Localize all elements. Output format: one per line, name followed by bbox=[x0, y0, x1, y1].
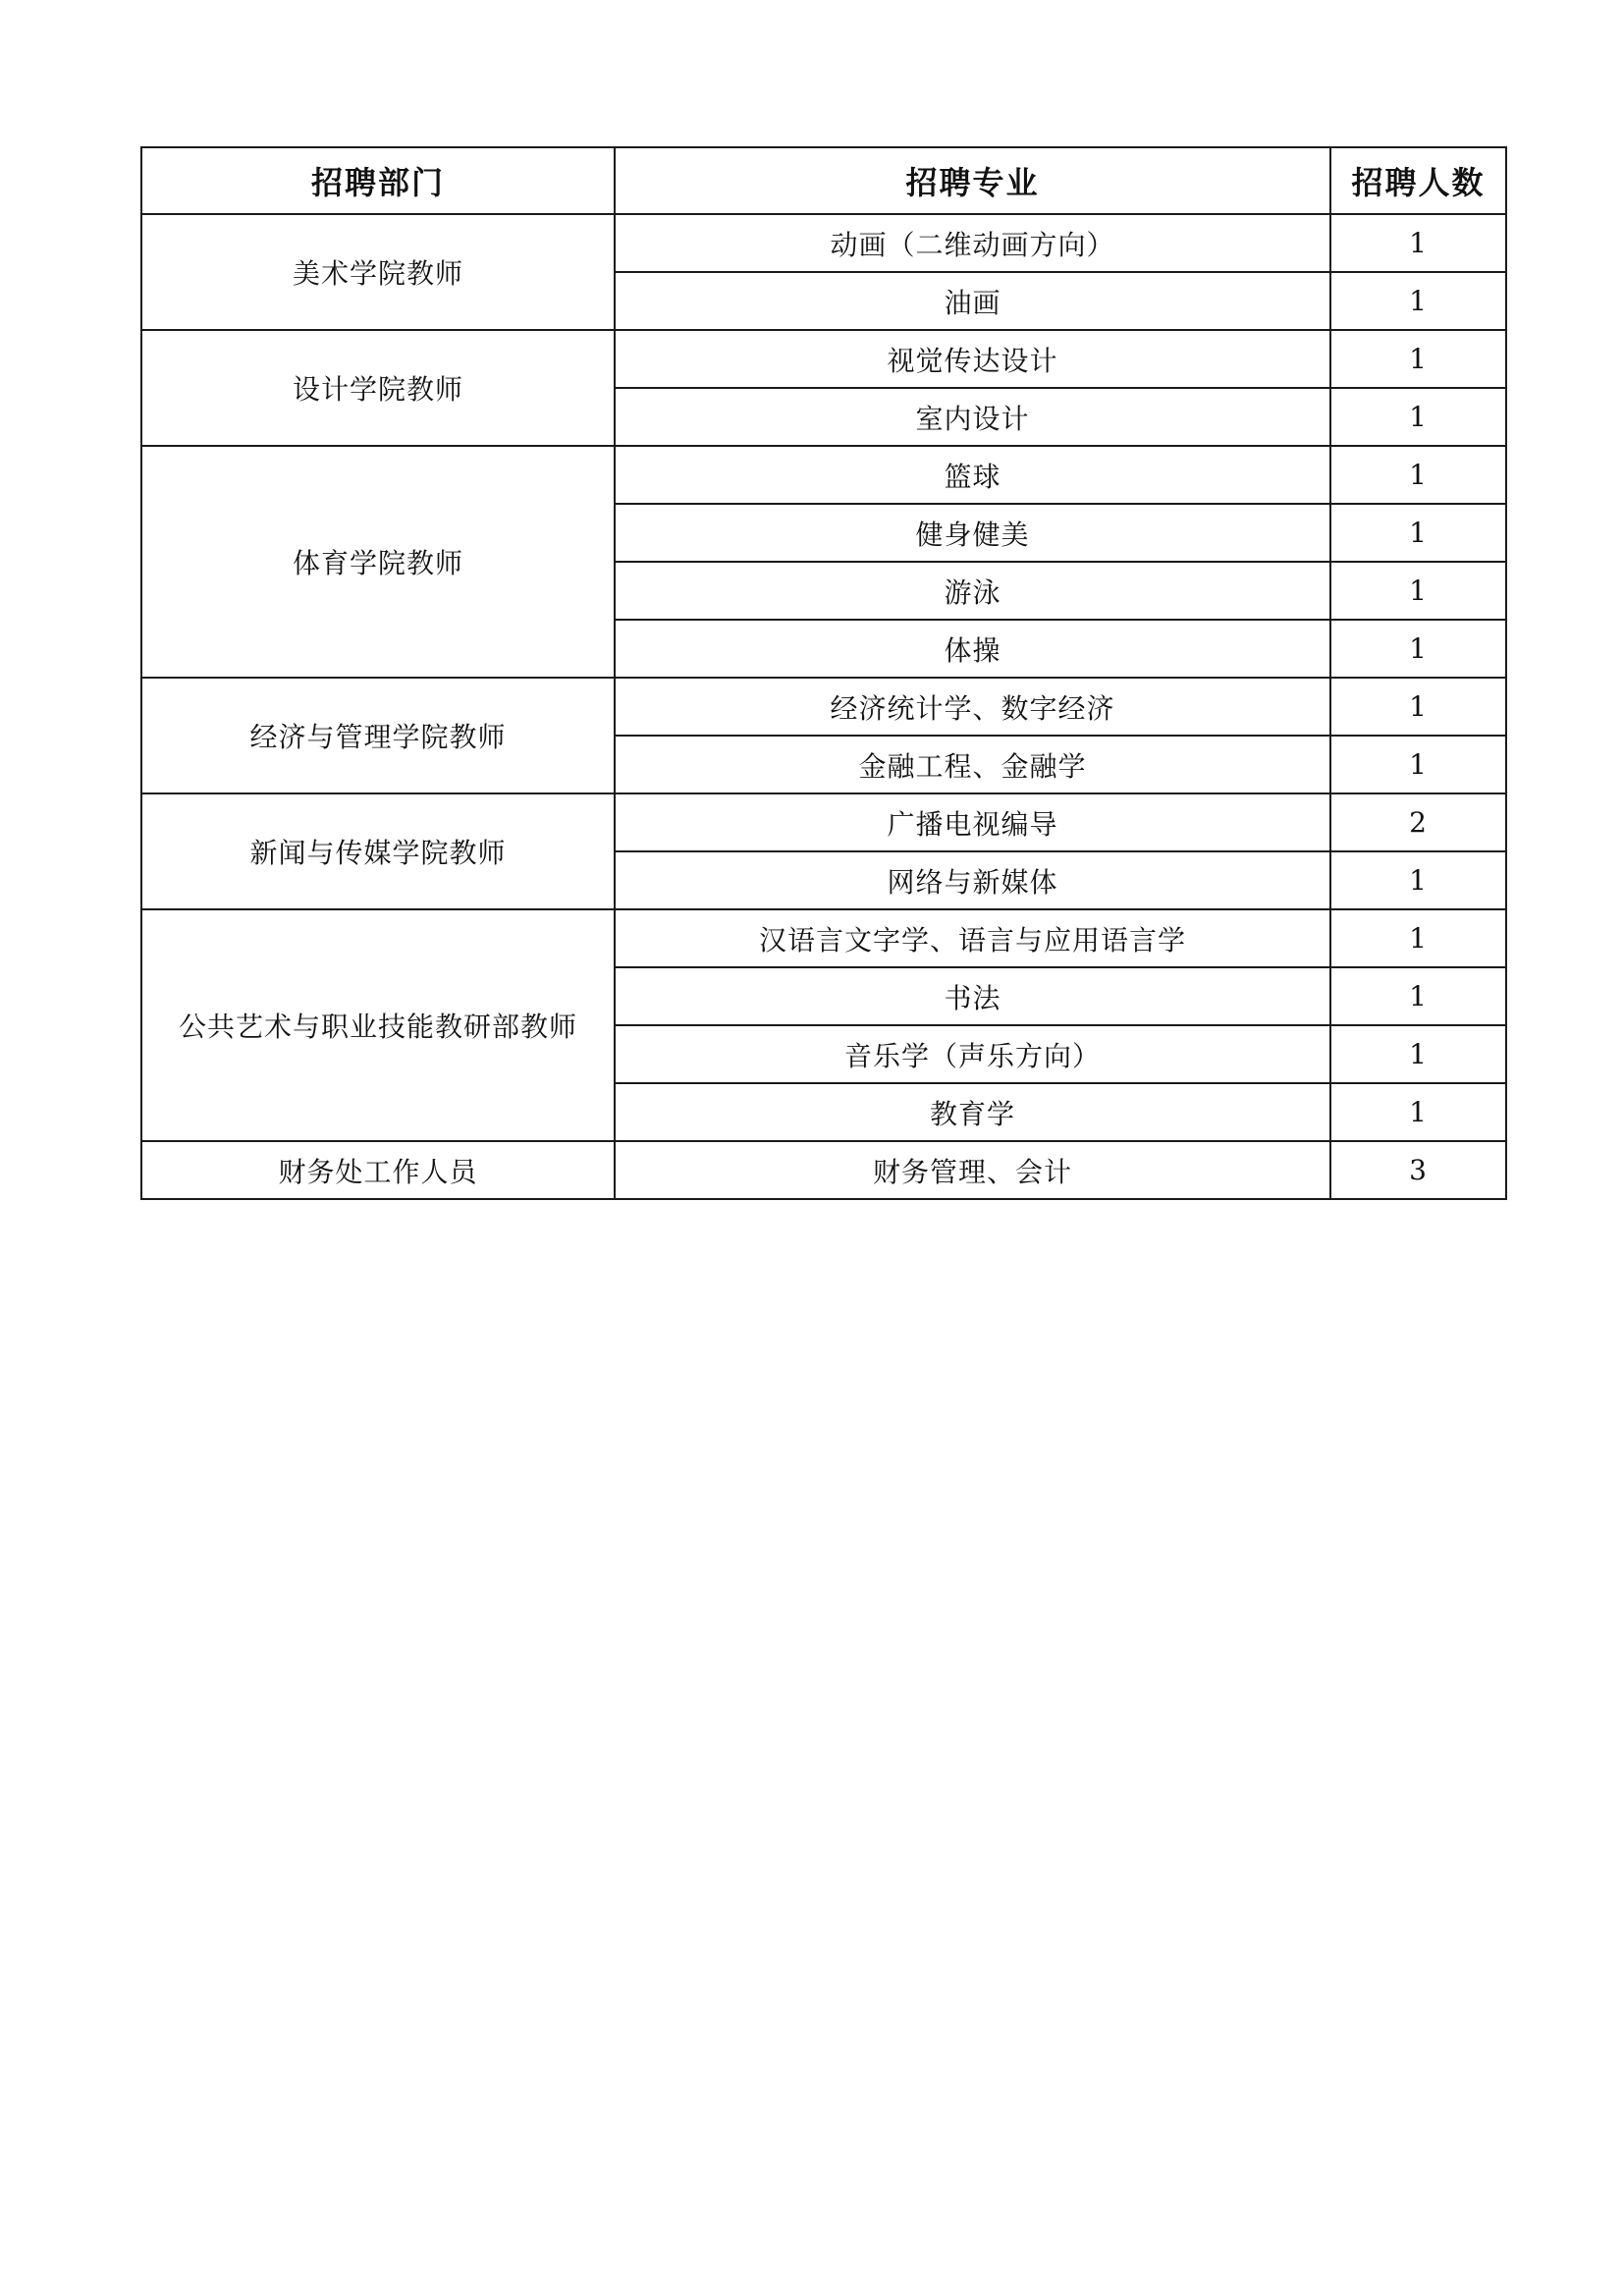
dept-cell: 公共艺术与职业技能教研部教师 bbox=[141, 909, 615, 1141]
table-row bbox=[141, 1141, 1506, 1199]
dept-cell: 体育学院教师 bbox=[141, 446, 615, 678]
major-cell: 网络与新媒体 bbox=[615, 851, 1330, 909]
dept-cell: 美术学院教师 bbox=[141, 214, 615, 330]
count-cell: 1 bbox=[1330, 1025, 1506, 1083]
table-row bbox=[141, 678, 1506, 736]
count-cell: 1 bbox=[1330, 678, 1506, 736]
table-row bbox=[141, 214, 1506, 272]
major-cell: 书法 bbox=[615, 967, 1330, 1025]
table-body bbox=[141, 214, 1506, 1199]
recruitment-sheet bbox=[140, 146, 1505, 1200]
count-cell: 1 bbox=[1330, 388, 1506, 446]
count-cell: 2 bbox=[1330, 793, 1506, 851]
recruitment-table bbox=[140, 146, 1507, 1200]
major-cell: 游泳 bbox=[615, 562, 1330, 620]
table-row bbox=[141, 330, 1506, 388]
table-row bbox=[141, 909, 1506, 967]
count-cell: 1 bbox=[1330, 967, 1506, 1025]
count-cell: 3 bbox=[1330, 1141, 1506, 1199]
count-cell: 1 bbox=[1330, 562, 1506, 620]
major-cell: 视觉传达设计 bbox=[615, 330, 1330, 388]
major-cell: 动画（二维动画方向） bbox=[615, 214, 1330, 272]
count-cell: 1 bbox=[1330, 909, 1506, 967]
major-cell: 篮球 bbox=[615, 446, 1330, 504]
header-count: 招聘人数 bbox=[1330, 147, 1506, 214]
dept-cell: 新闻与传媒学院教师 bbox=[141, 793, 615, 909]
major-cell: 金融工程、金融学 bbox=[615, 736, 1330, 793]
major-cell: 经济统计学、数字经济 bbox=[615, 678, 1330, 736]
count-cell: 1 bbox=[1330, 620, 1506, 678]
dept-cell: 设计学院教师 bbox=[141, 330, 615, 446]
count-cell: 1 bbox=[1330, 214, 1506, 272]
major-cell: 财务管理、会计 bbox=[615, 1141, 1330, 1199]
count-cell: 1 bbox=[1330, 504, 1506, 562]
dept-cell: 财务处工作人员 bbox=[141, 1141, 615, 1199]
count-cell: 1 bbox=[1330, 272, 1506, 330]
major-cell: 体操 bbox=[615, 620, 1330, 678]
dept-cell: 经济与管理学院教师 bbox=[141, 678, 615, 793]
header-major: 招聘专业 bbox=[615, 147, 1330, 214]
major-cell: 室内设计 bbox=[615, 388, 1330, 446]
major-cell: 汉语言文字学、语言与应用语言学 bbox=[615, 909, 1330, 967]
major-cell: 音乐学（声乐方向） bbox=[615, 1025, 1330, 1083]
header-row bbox=[141, 147, 1506, 214]
major-cell: 健身健美 bbox=[615, 504, 1330, 562]
count-cell: 1 bbox=[1330, 1083, 1506, 1141]
table-row bbox=[141, 446, 1506, 504]
major-cell: 油画 bbox=[615, 272, 1330, 330]
major-cell: 广播电视编导 bbox=[615, 793, 1330, 851]
table-row bbox=[141, 793, 1506, 851]
header-dept: 招聘部门 bbox=[141, 147, 615, 214]
count-cell: 1 bbox=[1330, 736, 1506, 793]
major-cell: 教育学 bbox=[615, 1083, 1330, 1141]
count-cell: 1 bbox=[1330, 851, 1506, 909]
count-cell: 1 bbox=[1330, 446, 1506, 504]
count-cell: 1 bbox=[1330, 330, 1506, 388]
